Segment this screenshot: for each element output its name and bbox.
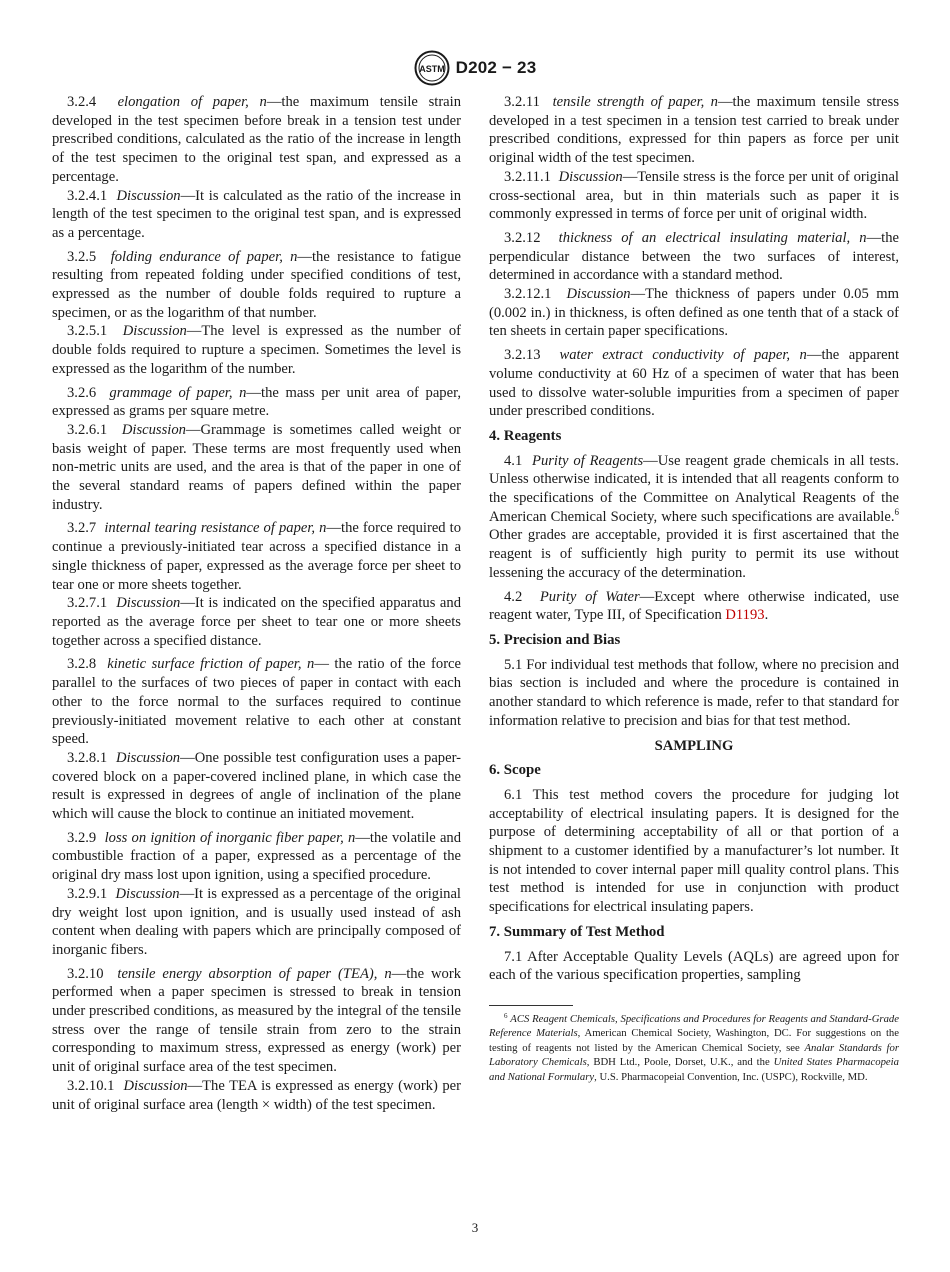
section-heading-precision-bias: 5. Precision and Bias [489,631,621,648]
footnote-6: $^6$ ACS Reagent Chemicals, Specifications and Procedures for Reagents and Standard-Grade Reference Materials, American Chemical Society, Washington, DC. For suggestions on the testing of reagents not listed by the American Chemical Society, see Analar Standards for Laboratory Chemicals, BDH Ltd., Poole, Dorset, U.K., and the United States Pharmacopeia and National Formulary, U.S. Pharmacopeial Convention, Inc. (USPC), Rockville, MD. [489,1011,900,1083]
paragraph-4-1: 4.1 Purity of Reagents—Use reagent grade chemicals in all tests. Unless otherwise indicated, it is intended that all reagents conform to the specifications of the Committee on Analytical Reagents of the American Chemical Society, where such specifications are available.$^6$ Other grades are acceptable, provided it is first ascertained that the reagent is of sufficiently high purity to permit its use without lessening the accuracy of the determination. [489,452,899,581]
paragraph-7-1: 7.1 After Acceptable Quality Levels (AQLs) are agreed upon for each of the various specification properties, sampling [489,948,899,984]
definition-3-2-12: 3.2.12 thickness of an electrical insulating material, n—the perpendicular distance between the two surfaces of interest, determined in accordance with a standard method. [489,229,899,284]
section-heading-summary: 7. Summary of Test Method [489,923,665,940]
discussion-3-2-7-1: 3.2.7.1 Discussion—It is indicated on the specified apparatus and reported as the average force per sheet to tear one or more sheets together across a specified distance. [52,595,461,649]
page-number: 3 [471,1220,479,1235]
discussion-3-2-5-1: 3.2.5.1 Discussion—The level is expressed as the number of double folds required to rupture a specimen. Sometimes the level is expressed as the logarithm of the number. [52,323,461,377]
discussion-3-2-11-1: 3.2.11.1 Discussion—Tensile stress is the force per unit of original cross-sectional area, but in thin materials such as paper it is commonly expressed in terms of force per unit of original width. [489,168,899,223]
definition-3-2-7: 3.2.7 internal tearing resistance of paper, n—the force required to continue a previously-initiated tear across a specified distance in a single thickness of paper, expressed as the average force per sheet to tear one or more sheets together. [52,520,462,593]
footnote-ref-6[interactable]: 6 [894,506,899,517]
definition-3-2-11: 3.2.11 tensile strength of paper, n—the maximum tensile stress developed in a test specimen in a tension test carried to break under prescribed conditions, expressed for thin papers as force per unit original width of the test specimen. [489,94,899,167]
section-heading-scope: 6. Scope [489,762,541,779]
left-column [52,93,461,1114]
right-column [489,93,899,1084]
paragraph-6-1: 6.1 This test method covers the procedure for judging lot acceptability of electrical insulating papers. It is designed for the purpose of determining acceptability of all or that portion of a shipment to a customer identified by a manufacturer’s lot number. It is not intended to cover internal paper mill quality control plans. This test method is intended for use in conjunction with product specifications for electrical insulating papers. [489,786,899,916]
discussion-3-2-12-1: 3.2.12.1 Discussion—The thickness of papers under 0.05 mm (0.002 in.) in thickness, is often defined as one tenth that of a stack of ten sheets in certain paper specifications. [489,286,899,340]
standard-designation: D202 − 23 [455,58,537,77]
discussion-3-2-8-1: 3.2.8.1 Discussion—One possible test configuration uses a paper-covered block on a paper-covered inclined plane, in which case the result is expressed in degrees of angle of inclination of the plane which will cause the block to continue an initiated movement. [52,749,462,823]
section-heading-reagents: 4. Reagents [489,427,562,444]
definition-3-2-5: 3.2.5 folding endurance of paper, n—the resistance to fatigue resulting from repeated folding under specified conditions of test, expressed as the number of double folds required to rupture a specimen, or as the logarithm of that number. [52,248,461,321]
discussion-3-2-4-1: 3.2.4.1 Discussion—It is calculated as the ratio of the increase in length of the test specimen to the original test span, and is expressed as a percentage. [52,187,461,241]
definition-3-2-6: 3.2.6 grammage of paper, n—the mass per unit area of paper, expressed as grams per square metre. [52,384,461,420]
paragraph-5-1: 5.1 For individual test methods that follow, where no precision and bias section is included and where the procedure is contained in another standard to which reference is made, refer to that standard for information relative to precision and bias for that test method. [489,656,899,729]
definition-3-2-9: 3.2.9 loss on ignition of inorganic fiber paper, n—the volatile and combustible fraction of a paper, expressed as a percentage of the original dry mass lost upon ignition, using a specified procedure. [52,829,462,884]
footnote-divider [489,1005,573,1006]
definition-3-2-10: 3.2.10 tensile energy absorption of paper (TEA), n—the work performed when a paper specimen is stressed to break in tension under prescribed conditions, as measured by the integral of the tensile stress over the range of tensile strain from zero to the strain corresponding to maximum stress, expressed as energy (work) per unit of original surface area of the test specimen. [52,965,461,1076]
discussion-3-2-9-1: 3.2.9.1 Discussion—It is expressed as a percentage of the original dry weight lost upon ignition, and is usually used instead of ash content when dealing with papers which are principally composed of inorganic fibers. [52,885,461,958]
logo-text: ASTM [418,64,445,74]
astm-logo-icon [414,50,450,86]
page-header [0,50,950,86]
discussion-3-2-10-1: 3.2.10.1 Discussion—The TEA is expressed as energy (work) per unit of original surface area (length × width) of the test specimen. [52,1077,461,1113]
definition-3-2-13: 3.2.13 water extract conductivity of paper, n—the apparent volume conductivity at 60 Hz of a specimen of water that has been used to dissolve water-soluble impurities from a specimen of paper under prescribed conditions. [489,347,900,420]
definition-3-2-8: 3.2.8 kinetic surface friction of paper, n— the ratio of the force parallel to the surfaces of two pieces of paper in contact with each other to the force normal to the surfaces required to continue previously-initiated movement relative to each other at constant speed. [52,656,462,748]
discussion-3-2-6-1: 3.2.6.1 Discussion—Grammage is sometimes called weight or basis weight of paper. These terms are most frequently used when non-metric units are used, and the area is that of the paper in one of the several standard reams of papers defined within the paper industry. [52,421,461,513]
sampling-heading: SAMPLING [654,737,734,754]
d1193-link[interactable]: D1193 [725,607,765,624]
paragraph-4-2: 4.2 Purity of Water—Except where otherwise indicated, use reagent water, Type III, of Specification D1193. [489,588,899,624]
definition-3-2-4: 3.2.4 elongation of paper, n—the maximum tensile strain developed in the test specimen before break in a tension test under prescribed conditions, calculated as the ratio of the increase in length of the test specimen to the original test span, and expressed as a percentage. [52,94,462,185]
